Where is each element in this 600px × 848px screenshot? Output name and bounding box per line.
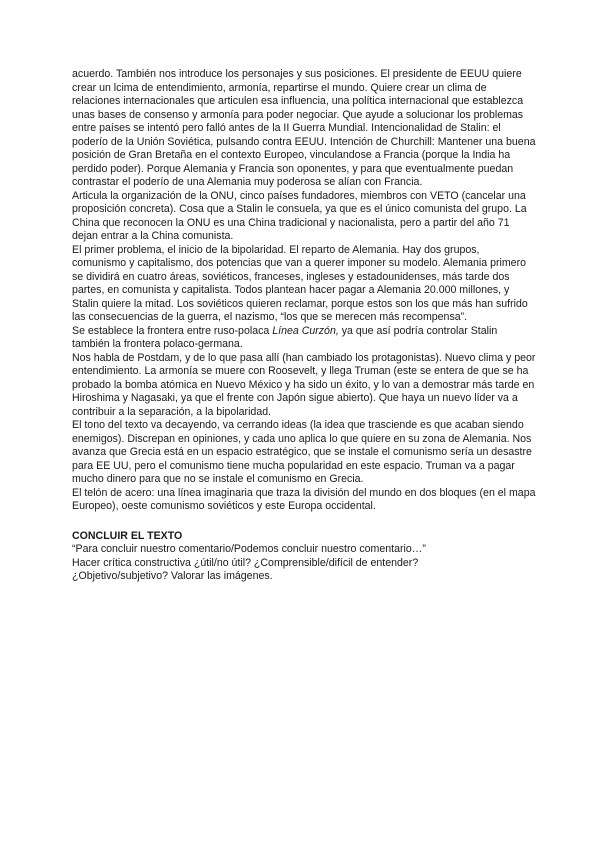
conclusion-line: Hacer crítica constructiva ¿útil/no útil? ¿Comprensible/difícil de entender? <box>72 556 419 569</box>
document-page <box>72 68 536 584</box>
frontier-text-before: Se establece la frontera entre ruso-polaca <box>72 324 273 337</box>
paragraph-tone: El tono del texto va decayendo, va cerrando ideas (la idea que trasciende es que acaban siendo enemigos). Discrepan en opiniones, y cada uno aplica lo que quiere en su zona de Alemania. Nos avanza que Grecia está en un espacio estratégico, que se instale el comunismo sería un desastre para EE UU, pero el comunismo tiene mucha popularidad en este espacio. Truman va a pagar mucho dinero para que no se instale el comunismo en Grecia. <box>72 419 532 485</box>
conclusion-line: ¿Objetivo/subjetivo? Valorar las imágenes. <box>72 570 273 582</box>
paragraph-germany-division: El primer problema, el inicio de la bipolaridad. El reparto de Alemania. Hay dos grupos, comunismo y capitalismo, dos potencias que van a querer imponer su modelo. Alemania primero se dividirá en cuatro áreas, soviéticos, franceses, ingleses y estadounidenses, más tarde dos partes, en comunista y capitalista. Todos plantean hacer pagar a Alemania 20.000 millones, y Stalin quiere la mitad. Los soviéticos quieren reclamar, porque estos son los que más han sufrido las consecuencias de la guerra, el nazismo, “los que se merecen más recompensa”. <box>72 243 528 323</box>
frontier-text-after: ya que así podría controlar Stalin también la frontera polaco-germana. <box>72 324 498 350</box>
paragraph-onu: Articula la organización de la ONU, cinco países fundadores, miembros con VETO (cancelar una proposición concreta). Cosa que a Stalin le consuela, ya que es el único comunista del grupo. La China que reconocen la ONU es una China tradicional y nacionalista, pero a partir del año 71 dejan entrar a la China comunista. <box>72 189 527 242</box>
section-heading-conclusion: CONCLUIR EL TEXTO <box>72 529 183 542</box>
paragraph-frontier <box>72 325 536 352</box>
paragraph-intentions: acuerdo. También nos introduce los personajes y sus posiciones. El presidente de EEUU quiere crear un lcima de entendimiento, armonía, repartirse el mundo. Quiere crear un clima de relaciones internacionales que articulen esa influencia, una política internacional que establezca unas bases de consenso y armonía para poder negociar. Que ayude a solucionar los problemas entre países se intentó pero falló antes de la II Guerra Mundial. Intencionalidad de Stalin: el poderío de la Unión Soviética, pulsando contra EEUU. Intención de Churchill: Mantener una buena posición de Gran Bretaña en el contexto Europeo, vinculandose a Francia (porque la India ha perdido poder). Porque Alemania y Francia son oponentes, y para que eventualmente puedan contrastar el poderío de una Alemania muy poderosa se alían con Francia. <box>72 68 536 188</box>
conclusion-line: “Para concluir nuestro comentario/Podemos concluir nuestro comentario…” <box>72 543 426 555</box>
paragraph-iron-curtain: El telón de acero: una línea imaginaria que traza la división del mundo en dos bloques (en el mapa Europeo), oeste comunismo soviéticos y este Europa occidental. <box>72 486 536 512</box>
paragraph-postdam: Nos habla de Postdam, y de lo que pasa allí (han cambiado los protagonistas). Nuevo clima y peor entendimiento. La armonía se muere con Roosevelt, y llega Truman (este se entera de que se ha probado la bomba atómica en Nuevo México y ha sido un éxito, y lo van a demostrar más tarde en Hiroshima y Nagasaki, ya que el frente con Japón sigue abierto). Que haya un nuevo líder va a contribuir a la separación, a la bipolaridad. <box>72 351 536 418</box>
frontier-line-name: Línea Curzón, <box>272 324 339 337</box>
